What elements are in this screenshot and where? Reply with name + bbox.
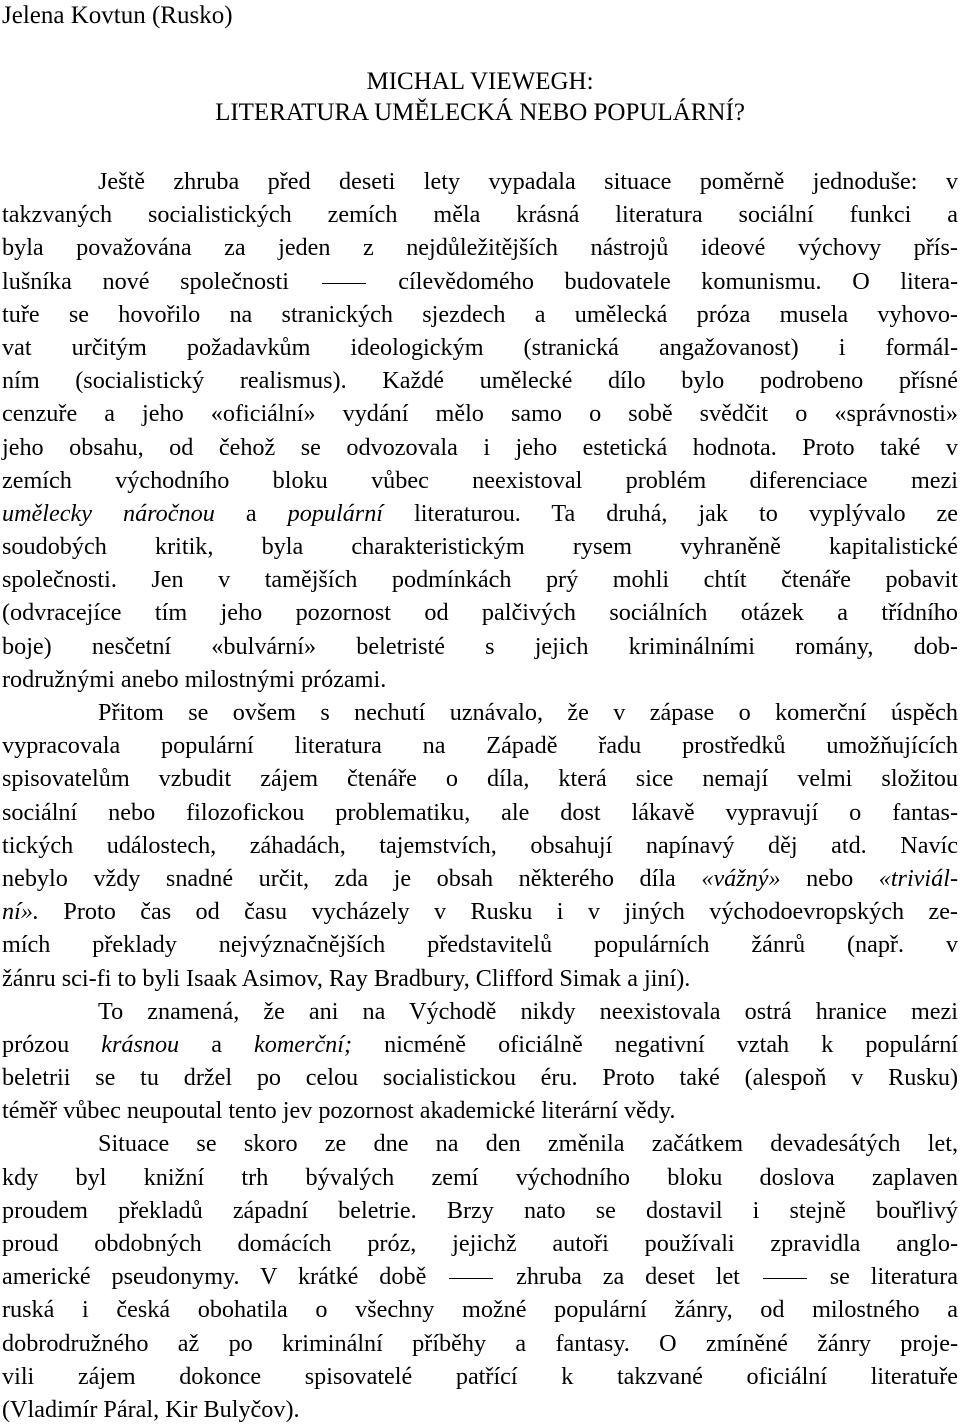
- text-segment: Proto čas od času vycházely v Rusku i v jiných východoevropských ze-: [63, 898, 958, 926]
- italic-term: komerční;: [254, 1030, 353, 1058]
- text-line: spisovatelům vzbudit zájem čtenáře o díla, která sice nemají velmi složitou: [2, 765, 958, 793]
- text-line: vypracovala populární literatura na Západě řadu prostředků umožňujících: [2, 732, 958, 760]
- text-segment: lušníka nové společnosti: [2, 267, 289, 295]
- text-line: žánru sci-fi to byli Isaak Asimov, Ray Bradbury, Clifford Simak a jiní).: [2, 964, 691, 992]
- title-line-2: LITERATURA UMĚLECKÁ NEBO POPULÁRNÍ?: [215, 99, 745, 126]
- text-line: společnosti. Jen v tamějších podmínkách prý mohli chtít čtenáře pobavit: [2, 566, 958, 594]
- text-line: jeho obsahu, od čehož se odvozovala i jeho estetická hodnota. Proto také v: [2, 433, 958, 461]
- italic-term: «triviál-: [878, 864, 959, 892]
- text-line: rodružnými anebo milostnými prózami.: [2, 665, 387, 693]
- text-segment: nicméně oficiálně negativní vztah k populární: [384, 1030, 959, 1058]
- em-dash: [763, 1278, 807, 1279]
- text-line: sociální nebo filozofickou problematiku, ale dost lákavě vypravují o fantas-: [2, 798, 958, 826]
- text-line: cenzuře a jeho «oficiální» vydání mělo samo o sobě svědčit o «správnosti»: [2, 400, 958, 428]
- em-dash: [322, 283, 366, 284]
- text-line: beletrii se tu držel po celou socialistickou éru. Proto také (alespoň v Rusku): [2, 1064, 958, 1092]
- text-line: proudem překladů západní beletrie. Brzy nato se dostavil i stejně bouřlivý: [2, 1196, 958, 1224]
- text-line: proud obdobných domácích próz, jejichž autoři používali zpravidla anglo-: [2, 1230, 958, 1257]
- text-line: [2, 895, 958, 928]
- text-line: [2, 1028, 958, 1061]
- text-line: vili zájem dokonce spisovatelé patřící k takzvané oficiální literatuře: [2, 1362, 958, 1390]
- text-line: [2, 862, 958, 895]
- text-line: [2, 265, 958, 298]
- article-body: [2, 165, 958, 1426]
- text-segment: a: [245, 499, 257, 527]
- italic-term: «vážný»: [701, 864, 781, 892]
- text-line: kdy byl knižní trh bývalých zemí východního bloku doslova zaplaven: [2, 1163, 958, 1191]
- text-segment: se literatura: [829, 1263, 959, 1291]
- text-line: (Vladimír Páral, Kir Bulyčov).: [2, 1395, 300, 1423]
- text-segment: nebo: [806, 864, 854, 892]
- italic-term: krásnou: [101, 1030, 180, 1058]
- text-line: byla považována za jeden z nejdůležitějších nástrojů ideové výchovy přís-: [2, 234, 958, 262]
- text-line: zemích východního bloku vůbec neexistoval problém diferenciace mezi: [2, 466, 958, 494]
- text-segment: literaturou. Ta druhá, jak to vyplývalo ze: [414, 499, 959, 527]
- text-line: Situace se skoro ze dne na den změnila začátkem devadesátých let,: [98, 1130, 958, 1158]
- italic-term: ní».: [2, 898, 39, 926]
- text-line: tických událostech, záhadách, tajemstvích, obsahují napínavý děj atd. Navíc: [2, 831, 958, 859]
- text-line: takzvaných socialistických zemích měla krásná literatura sociální funkci a: [2, 201, 958, 229]
- title-line-1: MICHAL VIEWEGH:: [366, 68, 594, 95]
- em-dash: [449, 1278, 493, 1279]
- text-segment: zhruba za deset let: [516, 1263, 740, 1291]
- text-line: tuře se hovořilo na stranických sjezdech a umělecká próza musela vyhovo-: [2, 300, 958, 328]
- text-line: vat určitým požadavkům ideologickým (stranická angažovanost) i formál-: [2, 333, 958, 361]
- text-segment: cílevědomého budovatele komunismu. O litera-: [398, 267, 959, 295]
- text-segment: nebylo vždy snadné určit, zda je obsah některého díla: [2, 864, 676, 892]
- text-line: ruská i česká obohatila o všechny možné populární žánry, od milostného a: [2, 1296, 958, 1324]
- text-line: [2, 497, 958, 530]
- italic-term: umělecky náročnou: [2, 499, 215, 527]
- text-line: mích překlady nejvýznačnějších představitelů populárních žánrů (např. v: [2, 931, 958, 959]
- text-line: [2, 1260, 958, 1293]
- italic-term: populární: [287, 499, 384, 527]
- text-line: boje) nesčetní «bulvární» beletristé s jejich kriminálními romány, dob-: [2, 632, 958, 660]
- text-segment: a: [211, 1030, 222, 1058]
- text-line: soudobých kritik, byla charakteristickým rysem vyhraněně kapitalistické: [2, 533, 958, 561]
- text-line: dobrodružného až po kriminální příběhy a fantasy. O zmíněné žánry proje-: [2, 1329, 958, 1357]
- text-segment: americké pseudonymy. V krátké době: [2, 1263, 427, 1291]
- text-line: Ještě zhruba před deseti lety vypadala situace poměrně jednoduše: v: [98, 168, 958, 195]
- author-line: Jelena Kovtun (Rusko): [2, 2, 233, 29]
- text-line: Přitom se ovšem s nechutí uznávalo, že v zápase o komerční úspěch: [98, 699, 958, 726]
- text-line: To znamená, že ani na Východě nikdy neexistovala ostrá hranice mezi: [98, 997, 958, 1025]
- article-title: [2, 66, 958, 128]
- text-line: téměř vůbec neupoutal tento jev pozornost akademické literární vědy.: [2, 1097, 676, 1125]
- text-line: ním (socialistický realismus). Každé umělecké dílo bylo podrobeno přísné: [2, 367, 958, 395]
- text-line: (odvracejíce tím jeho pozornost od palčivých sociálních otázek a třídního: [2, 599, 958, 627]
- text-segment: prózou: [2, 1030, 70, 1058]
